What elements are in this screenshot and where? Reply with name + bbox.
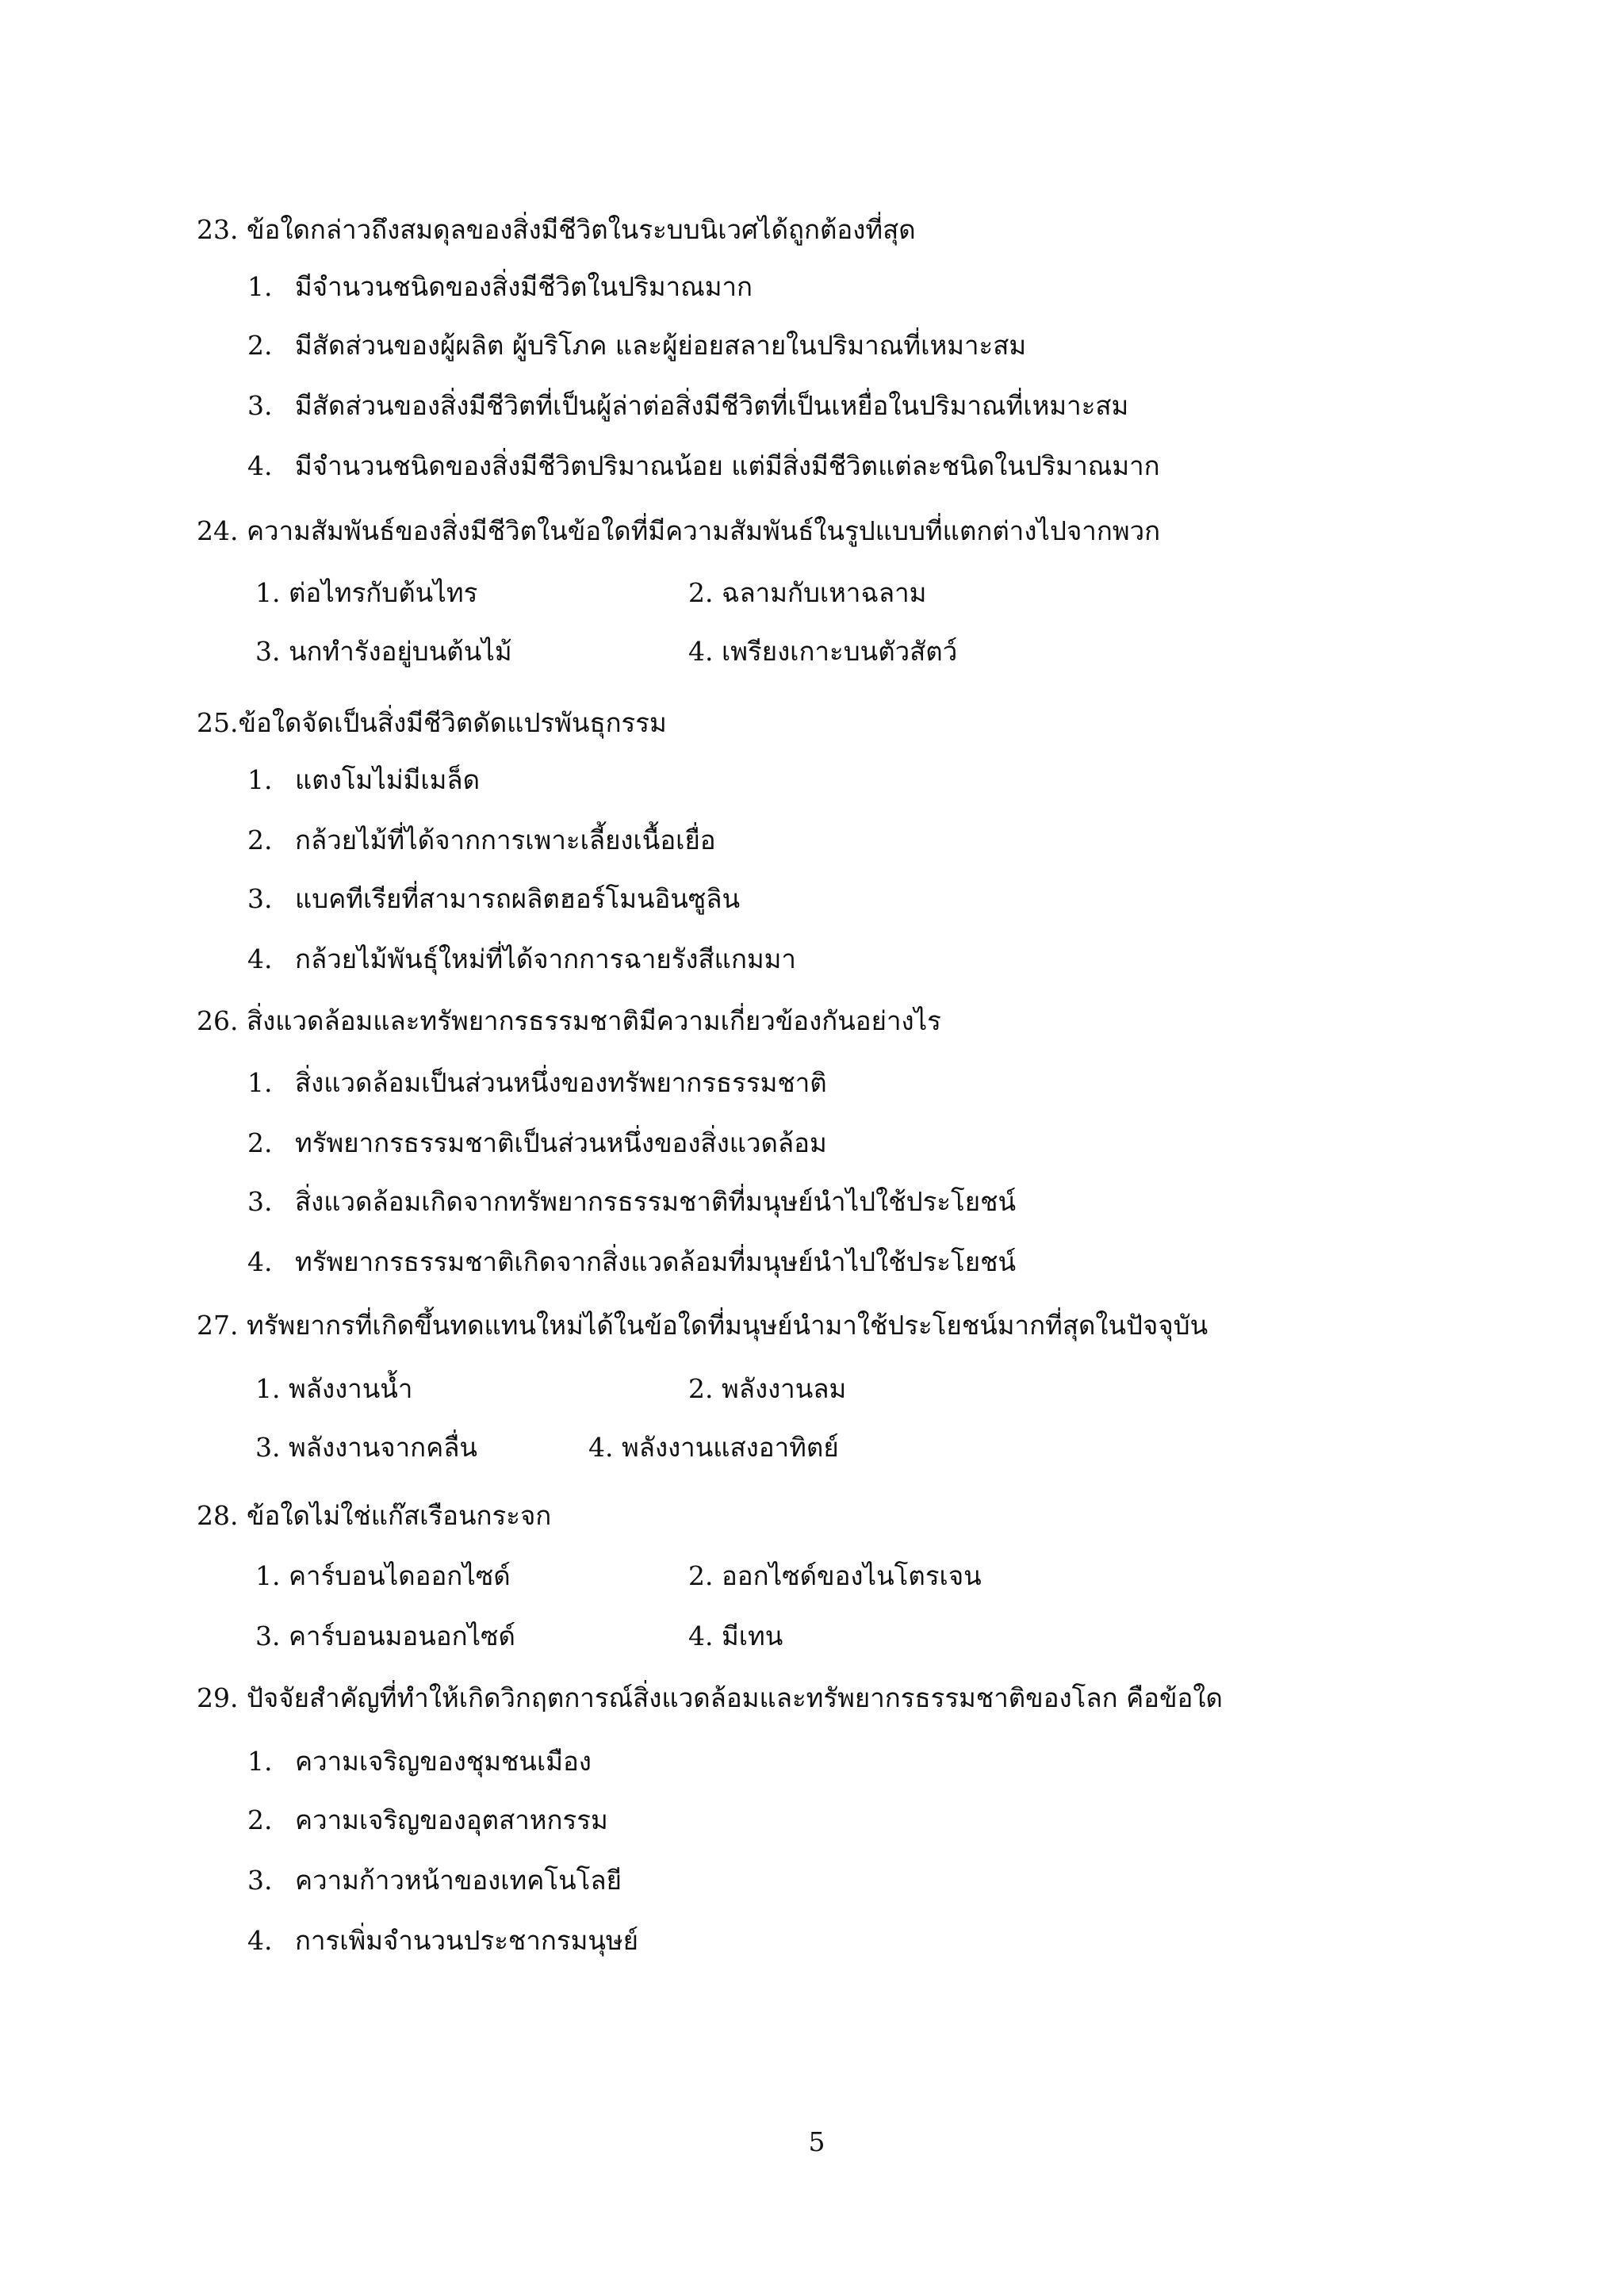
option-text: แตงโมไม่มีเมล็ด [295,764,481,795]
option-text: สิ่งแวดล้อมเป็นส่วนหนึ่งของทรัพยากรธรรมชาติ [295,1067,827,1098]
option-text: 3. คาร์บอนมอนอกไซด์ [255,1621,515,1651]
question-text: ความสัมพันธ์ของสิ่งมีชีวิตในข้อใดที่มีความสัมพันธ์ในรูปแบบที่แตกต่างไปจากพวก [246,515,1161,546]
question-23 [197,212,916,247]
question-text: สิ่งแวดล้อมและทรัพยากรธรรมชาติมีความเกี่ยวข้องกันอย่างไร [246,1005,941,1036]
option-text: กล้วยไม้พันธุ์ใหม่ที่ได้จากการฉายรังสีแกมมา [295,943,796,974]
question-number: 28. [197,1500,239,1531]
option-number: 3. [247,390,273,421]
question-26 [197,1004,941,1039]
option-number: 3. [247,1865,273,1896]
option-text: มีจำนวนชนิดของสิ่งมีชีวิตในปริมาณมาก [295,271,753,302]
question-text: ทรัพยากรที่เกิดขึ้นทดแทนใหม่ได้ในข้อใดที่มนุษย์นำมาใช้ประโยชน์มากที่สุดในปัจจุบัน [246,1310,1208,1341]
option-text: ทรัพยากรธรรมชาติเกิดจากสิ่งแวดล้อมที่มนุษย์นำไปใช้ประโยชน์ [295,1246,1017,1277]
option-text: 3. พลังงานจากคลื่น [255,1432,477,1463]
question-number: 25. [197,707,239,738]
question-24 [197,514,1160,549]
option-number: 1. [247,1746,273,1777]
option-number: 1. [247,271,273,302]
question-25 [197,706,667,740]
question-text: ข้อใดจัดเป็นสิ่งมีชีวิตดัดแปรพันธุกรรม [238,707,667,738]
option-text: 2. พลังงานลม [688,1373,847,1404]
option-text: สิ่งแวดล้อมเกิดจากทรัพยากรธรรมชาติที่มนุษย์นำไปใช้ประโยชน์ [295,1186,1017,1217]
question-number: 27. [197,1310,239,1341]
option-number: 4. [247,450,273,481]
option-text: ความก้าวหน้าของเทคโนโลยี [295,1865,622,1896]
question-text: ข้อใดไม่ใช่แก๊สเรือนกระจก [246,1500,552,1531]
option-number: 2. [247,1127,273,1158]
option-number: 1. [247,1067,273,1098]
option-text: แบคทีเรียที่สามารถผลิตฮอร์โมนอินซูลิน [295,883,741,914]
option-text: 1. พลังงานน้ำ [255,1373,413,1404]
option-text: การเพิ่มจำนวนประชากรมนุษย์ [295,1925,638,1956]
page-number: 5 [808,2126,825,2157]
option-number: 2. [247,825,273,855]
option-text: 1. ต่อไทรกับต้นไทร [255,577,478,608]
option-text: กล้วยไม้ที่ได้จากการเพาะเลี้ยงเนื้อเยื่อ [295,825,716,855]
option-text: 2. ออกไซด์ของไนโตรเจน [688,1560,982,1591]
question-number: 29. [197,1682,239,1713]
option-text: 3. นกทำรังอยู่บนต้นไม้ [255,636,512,667]
option-number: 2. [247,1804,273,1835]
option-number: 2. [247,330,273,361]
option-number: 3. [247,883,273,914]
option-text: 4. มีเทน [688,1621,783,1651]
option-text: ความเจริญของอุตสาหกรรม [295,1804,608,1835]
question-number: 23. [197,214,239,245]
option-text: ทรัพยากรธรรมชาติเป็นส่วนหนึ่งของสิ่งแวดล้อม [295,1127,827,1158]
question-number: 24. [197,515,239,546]
question-29 [197,1681,1223,1716]
option-text: 1. คาร์บอนไดออกไซด์ [255,1560,511,1591]
option-number: 4. [247,1925,273,1956]
question-27 [197,1308,1208,1343]
option-number: 4. [247,1246,273,1277]
option-text: มีสัดส่วนของสิ่งมีชีวิตที่เป็นผู้ล่าต่อสิ่งมีชีวิตที่เป็นเหยื่อในปริมาณที่เหมาะสม [295,390,1129,421]
option-text: 4. เพรียงเกาะบนตัวสัตว์ [688,636,958,667]
option-number: 4. [247,943,273,974]
option-number: 1. [247,764,273,795]
option-text: ความเจริญของชุมชนเมือง [295,1746,592,1777]
option-text: มีสัดส่วนของผู้ผลิต ผู้บริโภค และผู้ย่อยสลายในปริมาณที่เหมาะสม [295,330,1027,361]
question-number: 26. [197,1005,239,1036]
question-text: ข้อใดกล่าวถึงสมดุลของสิ่งมีชีวิตในระบบนิเวศได้ถูกต้องที่สุด [246,214,916,245]
option-text: 4. พลังงานแสงอาทิตย์ [588,1432,839,1463]
option-text: 2. ฉลามกับเหาฉลาม [688,577,927,608]
question-text: ปัจจัยสำคัญที่ทำให้เกิดวิกฤตการณ์สิ่งแวดล้อมและทรัพยากรธรรมชาติของโลก คือข้อใด [246,1682,1223,1713]
question-28 [197,1498,551,1533]
option-text: มีจำนวนชนิดของสิ่งมีชีวิตปริมาณน้อย แต่มีสิ่งมีชีวิตแต่ละชนิดในปริมาณมาก [295,450,1160,481]
option-number: 3. [247,1186,273,1217]
